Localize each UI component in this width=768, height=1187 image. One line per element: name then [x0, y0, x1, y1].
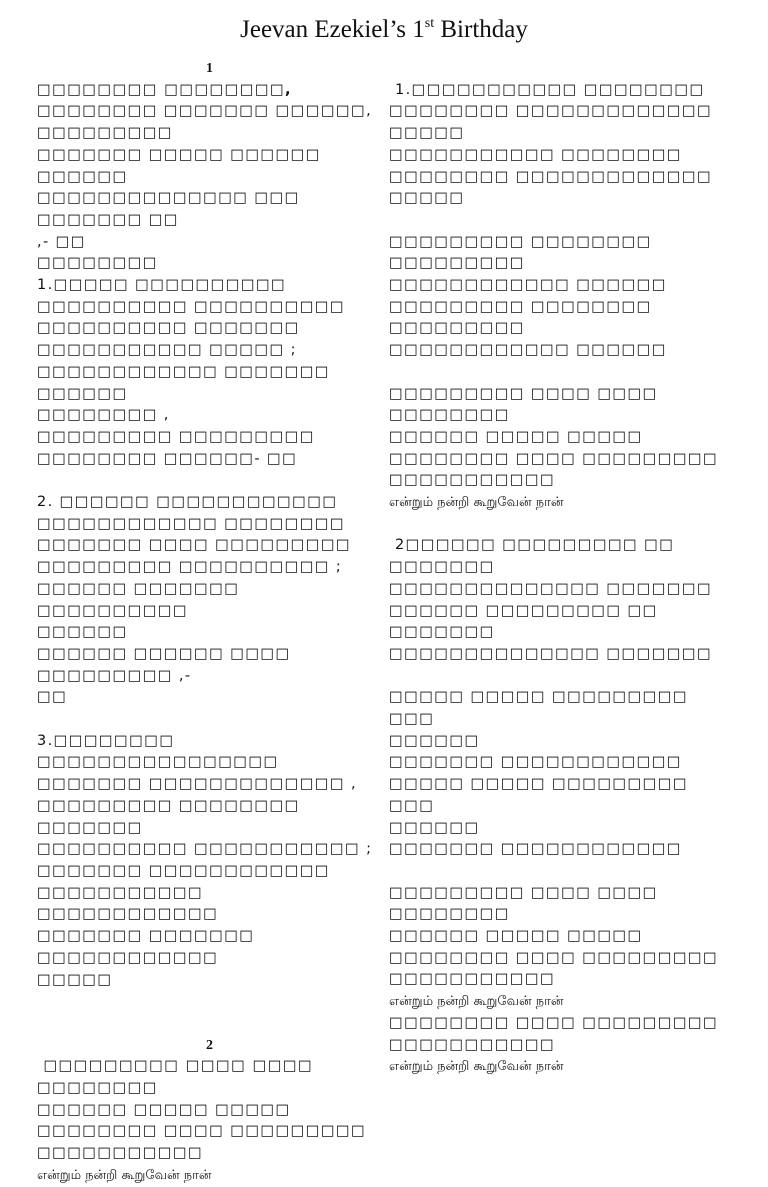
- lyric-line: □□□□□□□□□: [389, 255, 525, 272]
- lyric-line: □□□□□□: [37, 624, 128, 641]
- lyric-line: □□□□□□ □□□□□ □□□□□: [389, 428, 643, 445]
- lyric-line: □□: [37, 689, 68, 706]
- lyric-line: □□□□□□□ □□□□□□□□□□□□: [37, 862, 330, 879]
- lyric-line: □□□□□□□□: [37, 255, 158, 272]
- lyric-line: □□□□□□□□□ □□□□ □□□□ □□□□□□□□: [389, 385, 664, 424]
- left-column: [37, 58, 382, 1187]
- lyric-line: ,- □□: [37, 233, 86, 250]
- lyric-line: □□□□□□□□□: [37, 125, 173, 142]
- lyric-line: □□□□□□□□ □□□□□□□ □□□□□□,: [37, 103, 373, 120]
- lyric-line: □□□□□□□□□□□□ □□□□□□□□: [37, 515, 346, 532]
- lyric-line: □□□□□: [389, 190, 465, 207]
- lyric-line: □□□□□□□□□ □□□□ □□□□ □□□□□□□□: [389, 884, 664, 923]
- lyric-line: 3.□□□□□□□□ □□□□□□□□□□□□□□□□: [37, 732, 279, 771]
- lyric-line: □□□□□□□□□□□□□□ □□□□□□□: [389, 645, 713, 662]
- lyric-line: 1.□□□□□□□□□□□ □□□□□□□□: [389, 81, 705, 98]
- lyric-line: □□□□□□□□ ,: [37, 407, 170, 424]
- lyric-line: □□□□□□ □□□□□ □□□□□: [389, 928, 643, 945]
- lyric-line: □□□□□□: [389, 732, 480, 749]
- lyric-line: [389, 514, 734, 536]
- lyric-line: □□□□□□□ □□□□□□□□□□□□: [389, 754, 682, 771]
- lyric-line: □□□□□□□□□□□ □□□□□ ;: [37, 342, 297, 359]
- lyric-line: □□□□□□: [389, 819, 480, 836]
- right-column: [389, 58, 734, 1078]
- lyric-line: □□□□□□□□□□□□ □□□□□□: [389, 342, 667, 359]
- lyric-line: என்றும் நன்றி கூறுவேன் நான்: [37, 1167, 212, 1183]
- lyric-line: 2. □□□□□□ □□□□□□□□□□□□: [37, 494, 338, 511]
- lyric-line: □□□□□□□□□□ □□□□□□□□□□: [37, 298, 346, 315]
- title-superscript: st: [424, 16, 435, 31]
- lyric-line: □□□□□□ □□□□□ □□□□□: [37, 1101, 291, 1118]
- lyric-line: □□□□□□□□ □□□□□□□□□□□□□: [389, 103, 713, 120]
- lyric-line: 1.□□□□□ □□□□□□□□□□: [37, 277, 287, 294]
- lyric-line: □□□□□□□ □□□□ □□□□□□□□□: [37, 537, 352, 554]
- lyric-line: □□□□□□□ □□□□□ □□□□□□ □□□□□□: [37, 146, 327, 185]
- lyric-line: □□□□□□□□□□□: [389, 1036, 556, 1053]
- lyric-line: [37, 709, 382, 731]
- lyric-line: □□□□□□□□□: [389, 320, 525, 337]
- lyric-line: □□□□□□ □□□□□□□ □□□□□□□□□□: [37, 580, 246, 619]
- lyric-line: □□□□□□□□□□□: [389, 971, 556, 988]
- lyric-line: என்றும் நன்றி கூறுவேன் நான்: [389, 994, 564, 1010]
- lyric-line: [389, 210, 734, 232]
- lyric-line: □□□□□□□□□□□□ □□□□□□: [389, 277, 667, 293]
- lyric-line: □□□□□□□□□ □□□□ □□□□: [37, 1058, 314, 1075]
- lyric-line: □□□□□□□□□□□: [37, 1145, 204, 1162]
- lyric-line: [389, 362, 734, 384]
- lyric-line: □□□□□□□: [389, 559, 495, 576]
- lyric-line: □□□□□□□□ □□□□ □□□□□□□□□: [389, 949, 719, 966]
- lyric-line: என்றும் நன்றி கூறுவேன் நான்: [389, 1059, 564, 1075]
- lyric-line: □□□□□□ □□□□□□ □□□□ □□□□□□□□□ ,-: [37, 645, 297, 684]
- lyric-line: □□□□□□□□□ □□□□□□□□: [389, 233, 652, 250]
- lyric-line: □□□□□ □□□□□ □□□□□□□□□ □□□: [389, 689, 694, 728]
- lyric-line: [37, 470, 382, 492]
- lyric-line: □□□□□: [389, 125, 465, 142]
- lyric-line: □□□□□□□□ □□□□ □□□□□□□□□: [389, 1014, 719, 1031]
- title-main: Jeevan Ezekiel’s 1: [240, 16, 425, 43]
- lyric-line: □□□□□□□□□□□□ □□□□□□□ □□□□□□: [37, 363, 336, 402]
- lyric-line: □□□□□□□□□□□□□□ □□□ □□□□□□□ □□: [37, 190, 306, 228]
- lyric-line: □□□□□□□□□ □□□□□□□□□: [37, 428, 315, 445]
- lyric-line: [389, 666, 734, 688]
- lyric-line: □□□□□□□□: [37, 1079, 158, 1096]
- lyric-line: □□□□□□□ □□□□□□□ □□□□□□□□□□□□: [37, 928, 261, 966]
- lyric-line: என்றும் நன்றி கூறுவேன் நான்: [389, 495, 564, 511]
- lyric-line: □□□□□□□□□ □□□□□□□□ □□□□□□□: [37, 797, 306, 836]
- lyric-line: □□□□□□ □□□□□□□□□ □□ □□□□□□□: [389, 602, 664, 641]
- lyric-line: □□□□□□□□ □□□□□□□□,: [37, 81, 292, 98]
- lyric-line: □□□□□□□□□□ □□□□□□□□□□□ ;: [37, 841, 373, 858]
- title-rest: Birthday: [434, 16, 528, 43]
- lyric-line: □□□□□ □□□□□ □□□□□□□□□ □□□: [389, 776, 694, 814]
- lyric-line: □□□□□□□□ □□□□ □□□□□□□□□: [389, 450, 719, 467]
- lyric-line: □□□□□□□□□□ □□□□□□□: [37, 320, 300, 337]
- lyric-line: □□□□□□□□□□□ □□□□□□□□□□□□: [37, 884, 219, 923]
- lyric-line: [389, 861, 734, 883]
- lyric-line: □□□□□□□□□□□: [389, 472, 556, 489]
- lyric-line: □□□□□□□ □□□□□□□□□□□□□ ,: [37, 776, 358, 793]
- lyric-line: □□□□□□□□□□□ □□□□□□□□: [389, 146, 682, 163]
- lyric-line: □□□□□□□□□ □□□□□□□□: [389, 298, 652, 315]
- lyric-line: □□□□□□□□ □□□□□□- □□: [37, 450, 298, 467]
- section-number: 1: [206, 61, 213, 76]
- lyric-line: □□□□□: [37, 971, 113, 988]
- page-title: [0, 14, 768, 46]
- lyric-line: □□□□□□□□ □□□□ □□□□□□□□□: [37, 1123, 367, 1140]
- lyric-line: 2□□□□□□ □□□□□□□□□ □□: [389, 537, 675, 554]
- lyric-line: [389, 58, 734, 80]
- lyric-line: □□□□□□□ □□□□□□□□□□□□: [389, 841, 682, 858]
- section-number: 2: [206, 1037, 213, 1053]
- lyric-line: [37, 991, 382, 1013]
- lyric-line: □□□□□□□□ □□□□□□□□□□□□□: [389, 168, 713, 185]
- lyric-line: □□□□□□□□□ □□□□□□□□□□ ;: [37, 559, 343, 576]
- lyric-line: □□□□□□□□□□□□□□ □□□□□□□: [389, 580, 713, 597]
